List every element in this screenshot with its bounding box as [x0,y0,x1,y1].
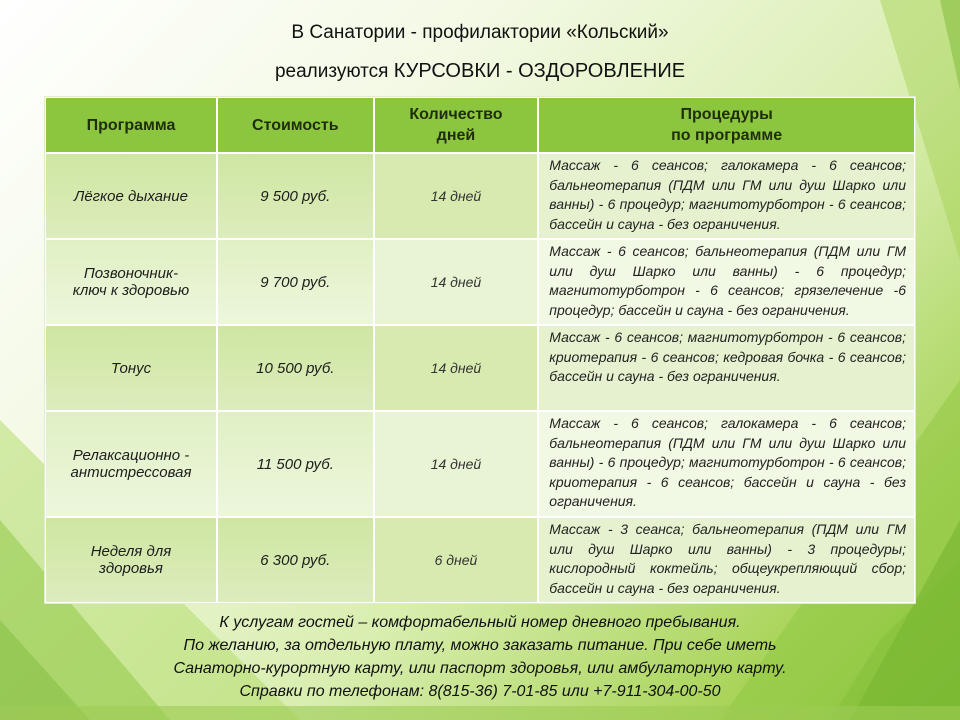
program-cost: 11 500 руб. [217,411,374,517]
header-procedures-line2: по программе [671,127,783,144]
footer-notes [0,611,960,703]
program-days: 14 дней [374,239,539,325]
subtitle-main: КУРСОВКИ - ОЗДОРОВЛЕНИЕ [393,60,686,82]
subtitle-prefix: реализуются [274,61,394,82]
header-days-line1: Количество [409,106,503,123]
table-row [45,325,915,411]
header-program: Программа [45,97,217,153]
program-name: Неделя для здоровья [45,517,217,603]
program-days: 14 дней [374,411,539,517]
program-days: 6 дней [374,517,539,603]
table-header-row [45,97,915,153]
program-name: Позвоночник-ключ к здоровью [45,239,217,325]
table-row [45,153,915,239]
program-days: 14 дней [374,325,539,411]
footer-line-4: Справки по телефонам: 8(815-36) 7-01-85 или +7-911-304-00-50 [239,683,721,700]
programs-table [44,96,916,604]
header-days [374,97,539,153]
program-cost: 10 500 руб. [217,325,374,411]
program-days: 14 дней [374,153,539,239]
table-row [45,411,915,517]
header-days-line2: дней [436,127,476,144]
program-cost: 9 500 руб. [217,153,374,239]
header-procedures [538,97,915,153]
page-subtitle [0,60,960,83]
footer-line-3: Санаторно-курортную карту, или паспорт здоровья, или амбулаторную карту. [173,660,787,677]
program-name: Релаксационно - антистрессовая [45,411,217,517]
program-cost: 9 700 руб. [217,239,374,325]
program-name: Тонус [45,325,217,411]
program-name: Лёгкое дыхание [45,153,217,239]
program-procedures: Массаж - 6 сеансов; магнитотурботрон - 6 сеансов; криотерапия - 6 сеансов; кедровая бочка - 6 сеансов; бассейн и сауна - без ограничения. [538,325,915,411]
program-procedures: Массаж - 3 сеанса; бальнеотерапия (ПДМ или ГМ или душ Шарко или ванны) - 3 процедуры; кислородный коктейль; общеукрепляющий сбор; бассейн и сауна - без ограничения. [538,517,915,603]
header-cost: Стоимость [217,97,374,153]
table-row [45,239,915,325]
table-row [45,517,915,603]
program-procedures: Массаж - 6 сеансов; галокамера - 6 сеансов; бальнеотерапия (ПДМ или ГМ или душ Шарко или ванны) - 6 процедур; магнитотурботрон - 6 сеансов; криотерапия - 6 сеансов; бассейн и сауна - без ограничения. [538,411,915,517]
footer-line-2: По желанию, за отдельную плату, можно заказать питание. При себе иметь [183,637,777,654]
program-cost: 6 300 руб. [217,517,374,603]
page-title: В Санатории - профилактории «Кольский» [291,22,669,43]
program-procedures: Массаж - 6 сеансов; бальнеотерапия (ПДМ или ГМ или душ Шарко или ванны) - 6 процедур; магнитотурботрон - 6 сеансов; грязелечение -6 процедур; бассейн и сауна - без ограничения. [538,239,915,325]
header-procedures-line1: Процедуры [680,106,773,123]
program-procedures: Массаж - 6 сеансов; галокамера - 6 сеансов; бальнеотерапия (ПДМ или ГМ или душ Шарко или ванны) - 6 процедур; магнитотурботрон - 6 сеансов; бассейн и сауна - без ограничения. [538,153,915,239]
footer-line-1: К услугам гостей – комфортабельный номер дневного пребывания. [219,614,741,631]
